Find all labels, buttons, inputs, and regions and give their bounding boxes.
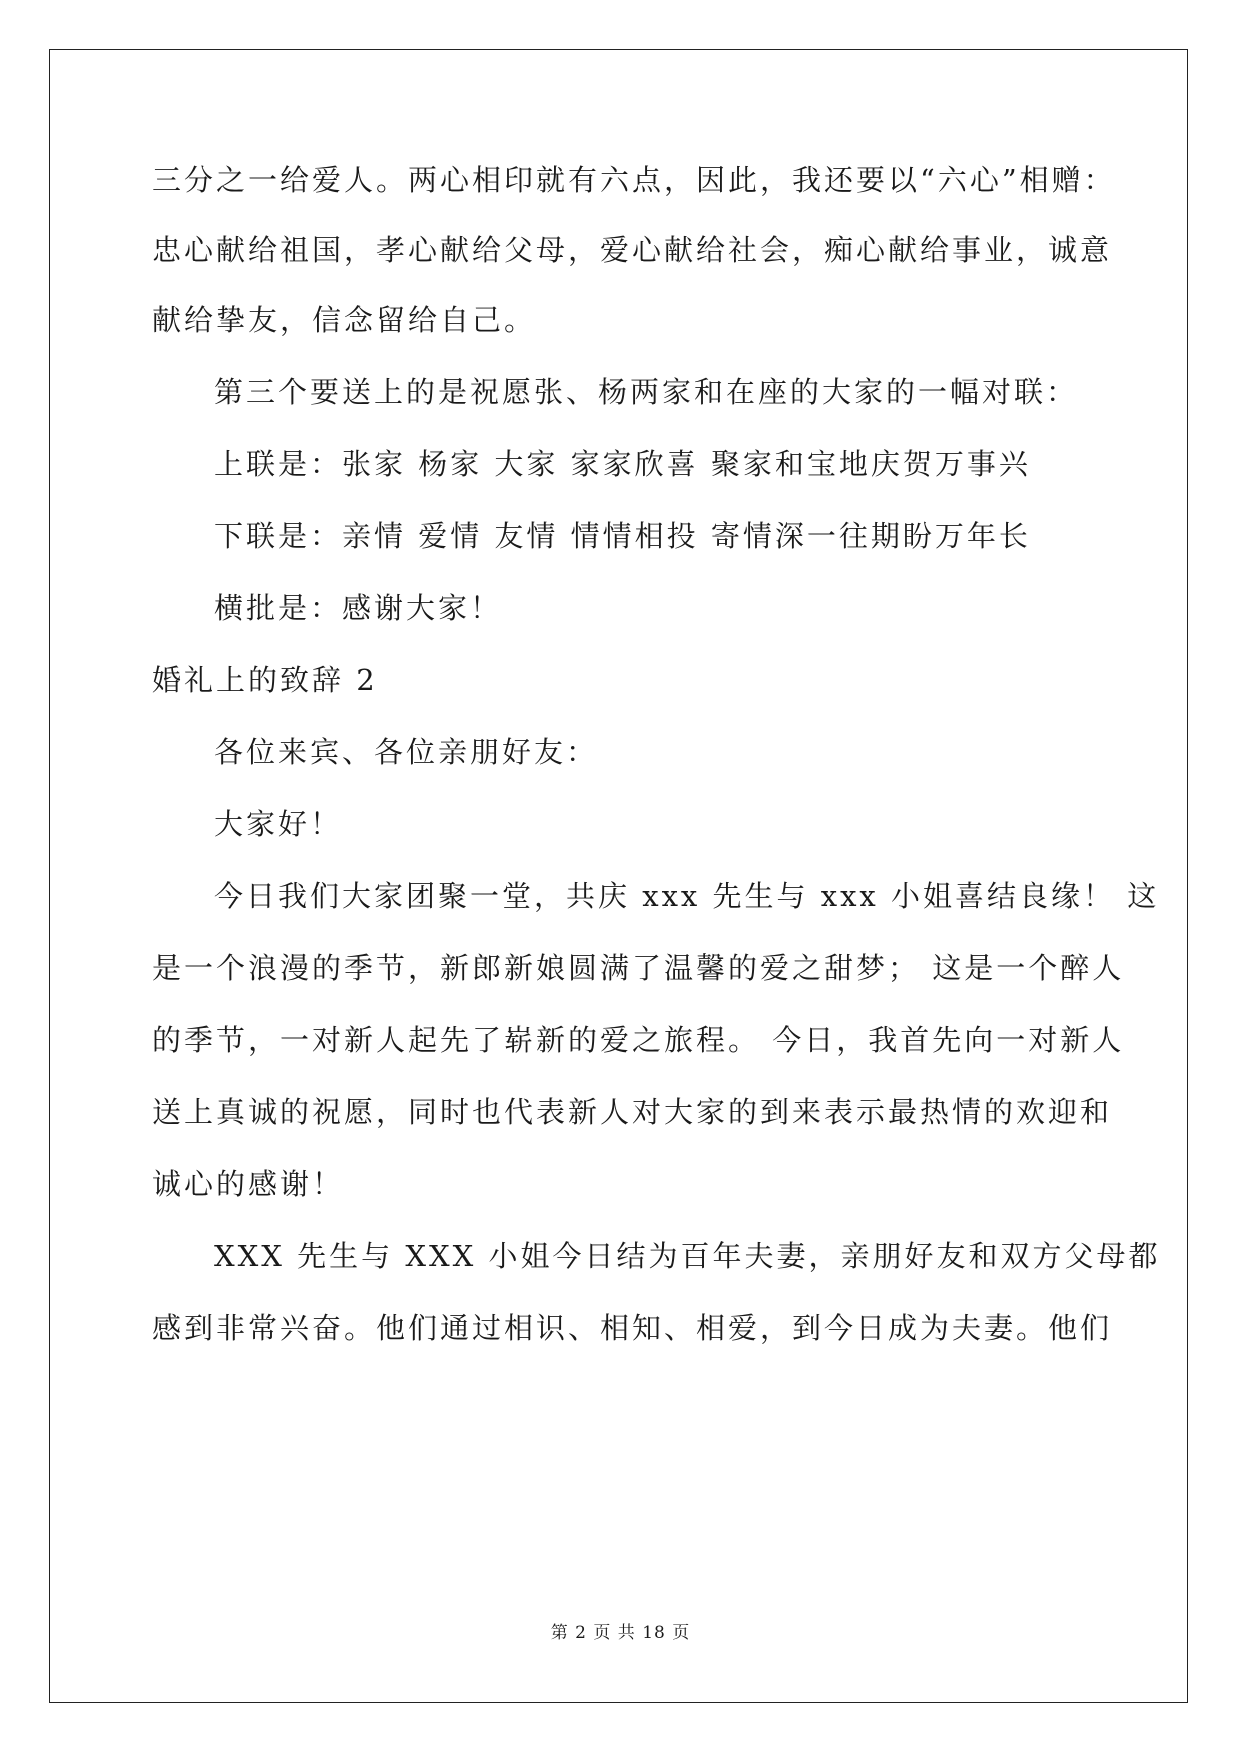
paragraph-line: 诚心的感谢！ [152,1167,345,1201]
paragraph-line: 三分之一给爱人。两心相印就有六点，因此，我还要以“六心”相赠： [152,163,1116,197]
paragraph-line: 忠心献给祖国，孝心献给父母，爱心献给社会，痴心献给事业，诚意 [152,233,1113,267]
paragraph-line: 的季节，一对新人起先了崭新的爱之旅程。 今日，我首先向一对新人 [152,1023,1125,1057]
section-heading: 婚礼上的致辞 2 [152,663,378,697]
paragraph-line: XXX 先生与 XXX 小姐今日结为百年夫妻，亲朋好友和双方父母都 [214,1239,1161,1273]
paragraph-line: 送上真诚的祝愿，同时也代表新人对大家的到来表示最热情的欢迎和 [152,1095,1113,1129]
paragraph-line: 第三个要送上的是祝愿张、杨两家和在座的大家的一幅对联： [214,375,1079,409]
paragraph-line: 感到非常兴奋。他们通过相识、相知、相爱，到今日成为夫妻。他们 [152,1311,1113,1345]
salutation: 各位来宾、各位亲朋好友： [214,735,599,769]
page-number-footer: 第 2 页 共 18 页 [550,1623,691,1643]
greeting: 大家好！ [214,807,343,841]
couplet-upper: 上联是：张家 杨家 大家 家家欣喜 聚家和宝地庆贺万事兴 [214,447,1031,481]
paragraph-line: 是一个浪漫的季节，新郎新娘圆满了温馨的爱之甜梦； 这是一个醉人 [152,951,1125,985]
couplet-horizontal: 横批是：感谢大家！ [214,591,503,625]
paragraph-line: 献给挚友，信念留给自己。 [152,303,537,337]
couplet-lower: 下联是：亲情 爱情 友情 情情相投 寄情深一往期盼万年长 [214,519,1031,553]
paragraph-line: 今日我们大家团聚一堂，共庆 xxx 先生与 xxx 小姐喜结良缘！ 这 [214,879,1160,913]
